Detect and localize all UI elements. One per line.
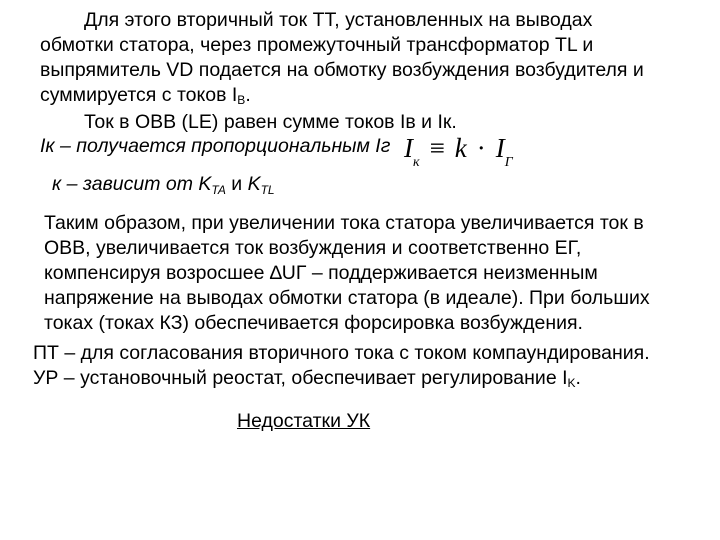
k-ta: K [198,173,212,195]
text-line [33,366,650,393]
disadvantages-link[interactable]: Недостатки УК [237,410,371,432]
text-fragment: к – зависит от [52,173,199,195]
paragraph-stator-current [40,8,644,135]
text-line: Для этого вторичный ток ТТ, установленных на выводах [84,9,593,31]
text-line: Ток в ОВВ (LE) равен сумме токов Iв и Iк. [84,111,457,133]
text-fragment: . [245,84,251,106]
paragraph-conclusion [44,211,650,336]
text-line: токах (токах КЗ) обеспечивается форсировка возбуждения. [44,312,583,334]
text-line: Таким образом, при увеличении тока статора увеличивается ток в [44,212,644,234]
formula-equiv-sign: ≡ [429,133,445,163]
text-fragment: и [225,173,248,195]
text-line [40,83,644,110]
text-fragment: . [575,367,581,389]
k-tl-subscript: TL [260,183,275,197]
formula-lhs: I [404,133,413,163]
formula-rhs: I [495,133,505,163]
text-line: обмотки статора, через промежуточный трансформатор TL и [40,34,594,56]
text-line: компенсируя возросшее ∆UГ – поддерживается неизменным [44,262,598,284]
formula-lhs-subscript: к [413,155,420,170]
formula-dot: · [476,133,486,163]
paragraph-ik-proportional [40,134,390,159]
formula-coefficient: k [454,133,467,163]
subscript: B [237,93,246,107]
text-line: ПТ – для согласования вторичного тока с током компаундирования. [33,342,650,364]
paragraph-pt-ur [33,341,650,393]
formula-rhs-subscript: Г [504,155,513,170]
text-line [52,172,275,199]
text-fragment: суммируется с токов I [40,84,238,106]
k-tl: K [247,173,261,195]
k-ta-subscript: TA [211,183,226,197]
text-line: напряжение на выводах обмотки статора (в идеале). При больших [44,287,650,309]
text-line: ОВВ, увеличивается ток возбуждения и соответственно ЕГ, [44,237,582,259]
text-line: Iк – получается пропорциональным Iг [40,135,391,157]
formula-ik [404,133,513,169]
text-line: выпрямитель VD подается на обмотку возбуждения возбудителя и [40,59,644,81]
paragraph-k-depends [52,172,275,199]
text-fragment: УР – установочный реостат, обеспечивает регулирование I [33,367,568,389]
subscript: K [567,376,576,390]
